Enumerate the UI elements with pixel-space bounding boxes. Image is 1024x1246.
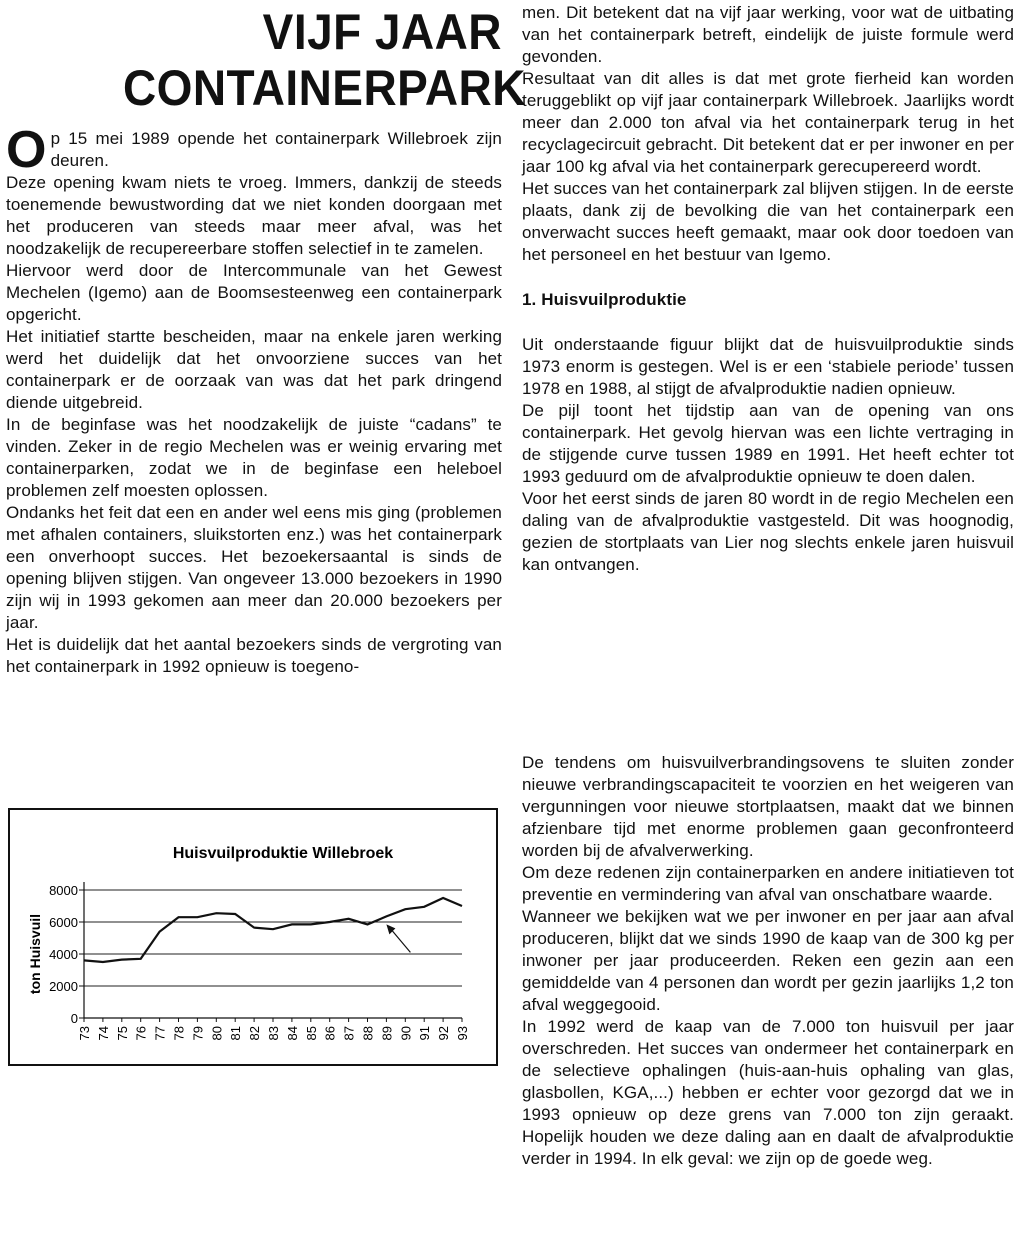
paragraph: Ondanks het feit dat een en ander wel eens mis ging (problemen met afhalen containers, sluikstorten enz.) was het containerpark een onverhoopt succes. Het bezoekersaantal is sinds de opening blijven stijgen. Van ongeveer 13.000 bezoekers in 1990 zijn wij in 1993 gekomen aan meer dan 20.000 bezoekers per jaar. — [6, 503, 502, 632]
x-tick-label: 88 — [360, 1026, 376, 1041]
x-tick-label: 84 — [284, 1026, 300, 1041]
title-line-1: VIJF JAAR — [262, 4, 502, 60]
x-tick-label: 91 — [417, 1026, 433, 1041]
x-tick-label: 89 — [379, 1026, 395, 1041]
paragraph: Hiervoor werd door de Intercommunale van het Gewest Mechelen (Igemo) aan de Boomsesteenweg een containerpark opgericht. — [6, 261, 502, 324]
title-line-2: CONTAINERPARK — [122, 60, 526, 116]
y-tick-label: 6000 — [49, 915, 78, 930]
paragraph: Voor het eerst sinds de jaren 80 wordt in de regio Mechelen een daling van de afvalproduktie vastgesteld. Dit was hoognodig, gezien de stortplaats van Lier nog slechts enkele jaren huisvuil kan ontvangen. — [522, 489, 1014, 574]
x-tick-label: 79 — [190, 1026, 206, 1041]
drop-cap: O — [6, 121, 47, 179]
x-tick-label: 87 — [341, 1026, 357, 1041]
y-tick-label: 8000 — [49, 883, 78, 898]
x-tick-label: 93 — [455, 1026, 470, 1041]
paragraph: Het initiatief startte bescheiden, maar na enkele jaren werking werd het duidelijk dat het onvoorziene succes van het containerpark er de oorzaak van was dat het park dringend diende uitgebreid. — [6, 327, 502, 412]
x-tick-label: 75 — [114, 1026, 130, 1041]
left-column — [6, 121, 502, 678]
x-tick-label: 82 — [247, 1026, 263, 1041]
y-axis-label: ton Huisvuil — [27, 913, 43, 995]
paragraph: Het is duidelijk dat het aantal bezoekers sinds de vergroting van het containerpark in 1992 opnieuw is toegeno- — [6, 635, 502, 676]
paragraph: Wanneer we bekijken wat we per inwoner en per jaar aan afval produceren, blijkt dat we sinds 1990 de kaap van de 300 kg per inwoner per jaar produceerden. Reken een gezin aan een gemiddelde van 4 personen dan wordt per gezin jaarlijks 1,2 ton afval weggegooid. — [522, 907, 1014, 1014]
right-column-top — [522, 2, 1014, 576]
x-tick-label: 81 — [228, 1026, 244, 1041]
paragraph: Uit onderstaande figuur blijkt dat de huisvuilproduktie sinds 1973 enorm is gestegen. Wel is er een ‘stabiele periode’ tussen 1978 en 1988, al stijgt de afvalproduktie nadien opnieuw. — [522, 335, 1014, 398]
x-tick-label: 92 — [436, 1026, 452, 1041]
x-tick-label: 76 — [133, 1026, 149, 1041]
paragraph: Deze opening kwam niets te vroeg. Immers, dankzij de steeds toenemende bewustwording dat we niet konden doorgaan met het produceren van steeds maar meer afval, was het noodzakelijk de recupereerbare stoffen selectief in te zamelen. — [6, 173, 502, 258]
paragraph: Op 15 mei 1989 opende het containerpark Willebroek zijn deuren. — [6, 121, 502, 179]
right-column-bottom — [522, 752, 1014, 1170]
x-tick-label: 78 — [171, 1026, 187, 1041]
paragraph: Het succes van het containerpark zal blijven stijgen. In de eerste plaats, dank zij de bevolking die van het containerpark een onverwacht succes heeft gemaakt, maar ook door toedoen van het personeel en het bestuur van Igemo. — [522, 179, 1014, 264]
paragraph: In de beginfase was het noodzakelijk de juiste “cadans” te vinden. Zeker in de regio Mechelen was er weinig ervaring met containerparken, zodat we in de beginfase een heleboel problemen zelf moesten oplossen. — [6, 415, 502, 500]
x-tick-label: 73 — [77, 1026, 92, 1041]
x-tick-label: 74 — [95, 1026, 111, 1041]
x-tick-label: 86 — [322, 1026, 338, 1041]
paragraph: De pijl toont het tijdstip aan van de opening van ons containerpark. Het gevolg hiervan was een lichte vertraging in de stijgende curve tussen 1989 en 1991. Het heeft echter tot 1993 geduurd om de afvalproduktie opnieuw te doen dalen. — [522, 401, 1014, 486]
paragraph: men. Dit betekent dat na vijf jaar werking, voor wat de uitbating van het containerpark betreft, eindelijk de juiste formule werd gevonden. — [522, 3, 1014, 66]
article-title — [122, 4, 526, 116]
paragraph: In 1992 werd de kaap van de 7.000 ton huisvuil per jaar overschreden. Het succes van ondermeer het containerpark en de selectieve ophalingen (huis-aan-huis ophaling van glas, glasbollen, KGA,...) hebben er echter voor gezorgd dat we in 1993 opnieuw op deze grens van 7.000 ton zijn geraakt. Hopelijk houden we deze daling aan en daalt de afvalproduktie verder in 1994. In elk geval: we zijn op de goede weg. — [522, 1017, 1014, 1168]
series-line — [84, 898, 462, 962]
chart-frame — [8, 808, 498, 1066]
y-tick-label: 2000 — [49, 979, 78, 994]
y-tick-label: 4000 — [49, 947, 78, 962]
line-chart — [10, 810, 496, 1064]
y-tick-label: 0 — [70, 1011, 78, 1026]
section-heading: 1. Huisvuilproduktie — [522, 290, 687, 309]
x-tick-label: 85 — [303, 1026, 319, 1041]
paragraph: Om deze redenen zijn containerparken en andere initiatieven tot preventie en vermindering van afval van onschatbare waarde. — [522, 863, 1014, 904]
chart-title: Huisvuilproduktie Willebroek — [172, 845, 394, 862]
x-tick-label: 90 — [398, 1026, 414, 1041]
x-tick-label: 83 — [266, 1026, 281, 1041]
paragraph: Resultaat van dit alles is dat met grote fierheid kan worden teruggeblikt op vijf jaar containerpark Willebroek. Jaarlijks wordt meer dan 2.000 ton afval via het containerpark terug in het recyclagecircuit gebracht. Dit betekent dat er per inwoner en per jaar 100 kg afval via het containerpark gerecupereerd wordt. — [522, 69, 1014, 176]
paragraph: De tendens om huisvuilverbrandingsovens te sluiten zonder nieuwe verbrandingscapaciteit te voorzien en het weigeren van vergunningen voor nieuwe stortplaatsen, maakt dat we binnen afzienbare tijd met enorme problemen gaan geconfronteerd worden bij de afvalverwerking. — [522, 753, 1014, 860]
x-tick-label: 77 — [152, 1026, 168, 1041]
x-tick-label: 80 — [209, 1026, 225, 1041]
